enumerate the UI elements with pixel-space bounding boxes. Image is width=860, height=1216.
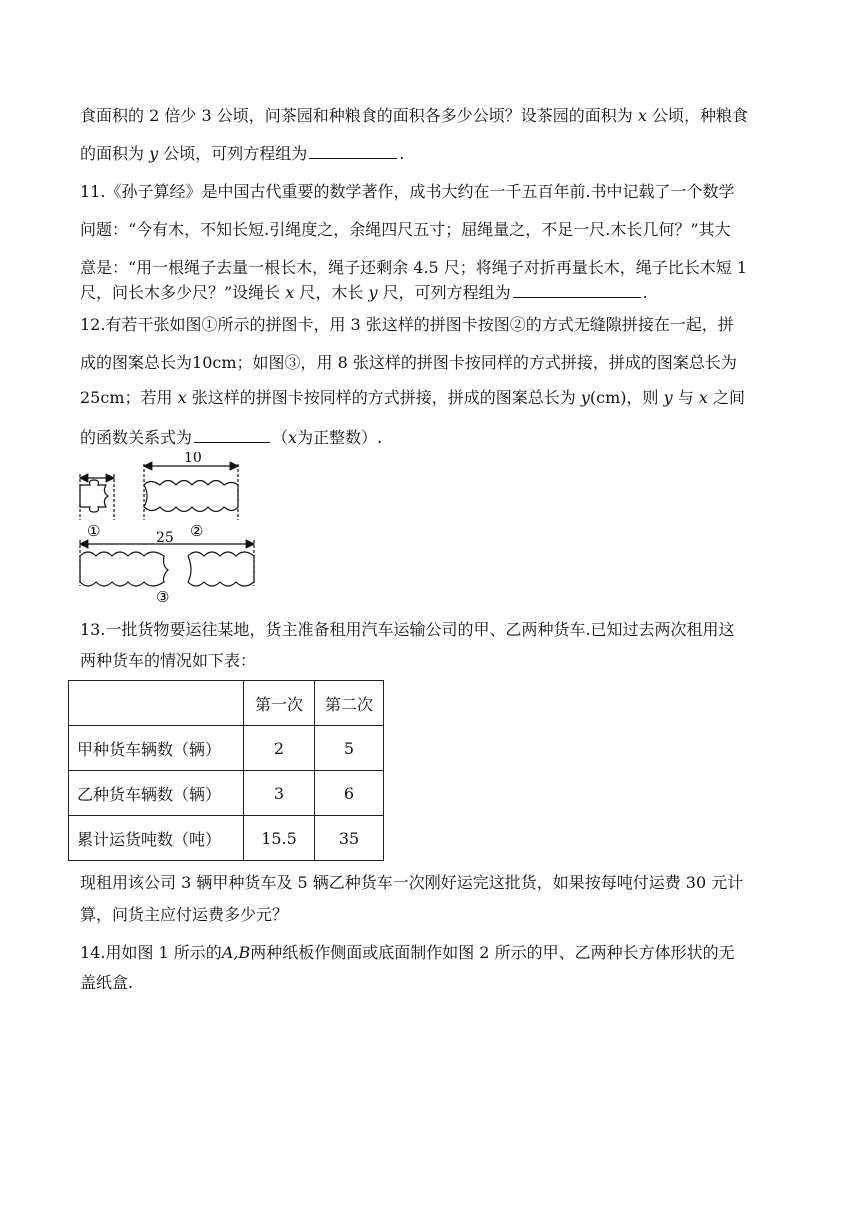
q10-text: 公顷，种粮食 bbox=[651, 106, 748, 125]
q11-text: 尺，木长 bbox=[299, 283, 364, 302]
q12-text: （ bbox=[272, 428, 289, 447]
figure-label-3: ③ bbox=[156, 588, 170, 602]
figure-3-cards bbox=[80, 540, 254, 586]
q12-unit: (cm) bbox=[589, 388, 627, 407]
q12-text: ，则 bbox=[626, 388, 659, 407]
q11-line-3: 意是：“用一根绳子去量一根长木，绳子还剩余 4.5 尺；将绳子对折再量长木，绳子比长木短 1 bbox=[80, 258, 748, 277]
q12-text: 与 bbox=[677, 388, 694, 407]
q12-text: 张这样的拼图卡按同样的方式拼接，拼成的图案总长为 bbox=[191, 388, 576, 407]
table-cell: 3 bbox=[244, 771, 315, 816]
figure-label-2: ② bbox=[190, 522, 204, 540]
q11-text: 尺，问长木多少尺？”设绳长 bbox=[80, 283, 281, 302]
table-cell: 35 bbox=[315, 816, 384, 861]
q12-line-3 bbox=[80, 388, 745, 408]
q12-text: ；若用 bbox=[124, 388, 173, 407]
q14-line-2: 盖纸盒. bbox=[80, 973, 134, 992]
q14-text: 14.用如图 1 所示的 bbox=[80, 943, 222, 962]
q12-var-y: y bbox=[663, 388, 673, 407]
q14-var-ab: A,B bbox=[221, 943, 251, 962]
q12-text: 的函数关系式为 bbox=[80, 428, 193, 447]
q11-line-1: 11.《孙子算经》是中国古代重要的数学著作，成书大约在一千五百年前.书中记载了一个数学 bbox=[80, 182, 735, 201]
q14-line-1 bbox=[80, 943, 735, 963]
figure-label-10: 10 bbox=[184, 452, 202, 466]
q12-var-x: x bbox=[177, 388, 187, 407]
table-row bbox=[69, 816, 384, 861]
figure-label-1: ① bbox=[87, 522, 101, 540]
q10-line-1 bbox=[80, 106, 748, 126]
q11-line-4 bbox=[80, 283, 648, 303]
q12-line-1: 12.有若干张如图①所示的拼图卡，用 3 张这样的拼图卡按图②的方式无缝隙拼接在一起，拼 bbox=[80, 315, 734, 334]
q13-line-1: 13.一批货物要运往某地，货主准备租用汽车运输公司的甲、乙两种货车.已知过去两次租用这 bbox=[80, 620, 735, 639]
puzzle-figure bbox=[72, 452, 272, 602]
q10-var-y: y bbox=[149, 144, 159, 163]
q10-text: 食面积的 2 倍少 3 公顷，问茶园和种粮食的面积各多少公顷？设茶园的面积为 bbox=[80, 106, 633, 125]
q12-var-x: x bbox=[288, 428, 298, 447]
table-cell: 2 bbox=[244, 726, 315, 771]
q12-text: 成的图案总长为 bbox=[80, 353, 193, 372]
q10-answer-blank[interactable] bbox=[309, 144, 397, 159]
q12-line-4 bbox=[80, 428, 382, 448]
q12-text: 为正整数）. bbox=[297, 428, 383, 447]
q10-var-x: x bbox=[637, 106, 647, 125]
q13-line-4: 算，问货主应付运费多少元？ bbox=[80, 905, 289, 924]
q13-line-3: 现租用该公司 3 辆甲种货车及 5 辆乙种货车一次刚好运完这批货，如果按每吨付运费 30 元计 bbox=[80, 873, 744, 892]
q12-length-25cm: 25cm bbox=[80, 388, 125, 407]
table-row-label: 乙种货车辆数（辆） bbox=[69, 771, 244, 816]
q12-answer-blank[interactable] bbox=[194, 428, 270, 443]
figure-label-25: 25 bbox=[156, 530, 174, 546]
q11-text: 尺，可列方程组为 bbox=[382, 283, 511, 302]
q12-text: ；如图③，用 8 张这样的拼图卡按同样的方式拼接，拼成的图案总长为 bbox=[236, 353, 737, 372]
table-cell: 15.5 bbox=[244, 816, 315, 861]
q12-var-y: y bbox=[580, 388, 590, 407]
table-row-label: 累计运货吨数（吨） bbox=[69, 816, 244, 861]
q12-length-10cm: 10cm bbox=[192, 353, 237, 372]
q11-var-x: x bbox=[285, 283, 295, 302]
q12-text: 之间 bbox=[713, 388, 746, 407]
q13-line-2: 两种货车的情况如下表： bbox=[80, 651, 257, 670]
q10-text: . bbox=[399, 144, 405, 163]
table-header-row bbox=[69, 681, 384, 726]
q10-text: 的面积为 bbox=[80, 144, 145, 163]
table-row bbox=[69, 771, 384, 816]
q11-line-2: 问题：“今有木，不知长短.引绳度之，余绳四尺五寸；屈绳量之，不足一尺.木长几何？”其大 bbox=[80, 220, 731, 239]
q10-text: 公顷，可列方程组为 bbox=[163, 144, 308, 163]
q12-line-2 bbox=[80, 353, 737, 373]
q10-line-2 bbox=[80, 144, 404, 164]
table-corner-cell bbox=[69, 681, 244, 726]
figure-1-card bbox=[80, 474, 114, 520]
freight-table bbox=[68, 680, 384, 861]
table-cell: 6 bbox=[315, 771, 384, 816]
q11-text: . bbox=[642, 283, 648, 302]
table-header-cell: 第一次 bbox=[244, 681, 315, 726]
q11-answer-blank[interactable] bbox=[513, 283, 641, 298]
table-row-label: 甲种货车辆数（辆） bbox=[69, 726, 244, 771]
table-cell: 5 bbox=[315, 726, 384, 771]
table-row bbox=[69, 726, 384, 771]
q14-text: 两种纸板作侧面或底面制作如图 2 所示的甲、乙两种长方体形状的无 bbox=[250, 943, 735, 962]
q12-var-x: x bbox=[698, 388, 708, 407]
q11-var-y: y bbox=[368, 283, 378, 302]
figure-2-cards bbox=[144, 464, 238, 520]
table-header-cell: 第二次 bbox=[315, 681, 384, 726]
